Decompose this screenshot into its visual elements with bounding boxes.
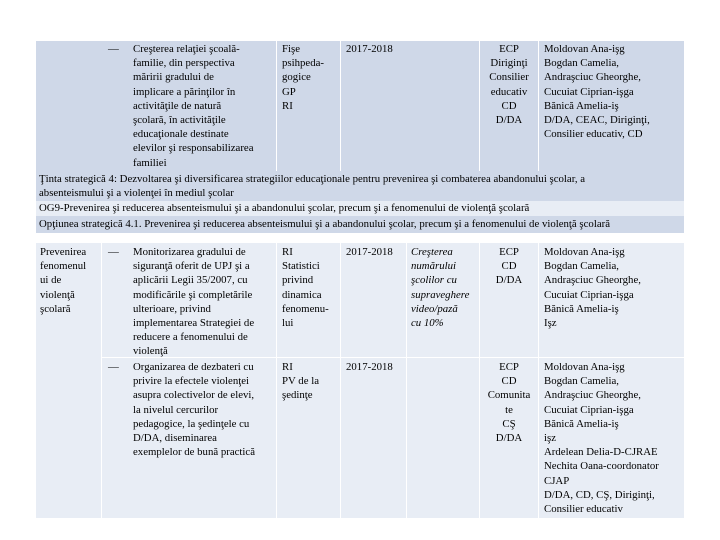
- row2-term: 2017-2018: [346, 246, 393, 258]
- row2-partners: ECP CD D/DA: [495, 246, 523, 287]
- row3-dash: —: [108, 361, 119, 373]
- row3-term: 2017-2018: [346, 361, 393, 373]
- og-line: OG9-Prevenirea şi reducerea absenteismului şi a abandonului şcolar, precum şi a fenomenului de violenţă şcolară: [39, 202, 530, 214]
- grid-line: [101, 243, 102, 518]
- row1-dash: —: [108, 43, 119, 55]
- grid-line: [406, 243, 407, 518]
- grid-line: [340, 41, 341, 171]
- row1-term: 2017-2018: [346, 43, 393, 55]
- row2-label: Prevenirea fenomenul ui de violenţă şcolară: [40, 246, 87, 315]
- strategic-target-line-1: Ţinta strategică 4: Dezvoltarea şi diversificarea strategiilor educaţionale pentru prevenirea şi combaterea abandonului şcolar, a: [39, 173, 586, 185]
- grid-line: [479, 41, 480, 171]
- grid-line: [538, 243, 539, 518]
- row2-dash: —: [108, 246, 119, 258]
- grid-line: [538, 41, 539, 171]
- row2-responsible: Moldovan Ana-işg Bogdan Camelia, Andraşciuc Gheorghe, Cucuiat Ciprian-işga Bănică Amelia-iş Işz: [544, 246, 641, 330]
- row1-partners: ECP Diriginţi Consilier educativ CD D/DA: [489, 43, 529, 127]
- grid-line: [340, 243, 341, 518]
- row2-activity: Monitorizarea gradului de siguranţă oferit de UPJ şi a aplicării Legii 35/2007, cu modificările şi completările ulterioare, privind implementarea Strategiei de reducere a fenomenului de violenţă: [133, 246, 255, 358]
- row3-partners: ECP CD Comunita te CŞ D/DA: [487, 361, 531, 445]
- strategic-option-line: Opţiunea strategică 4.1. Prevenirea şi reducerea absenteismului şi a abandonului şcolar, precum şi a fenomenului de violenţă şcolară: [39, 218, 610, 230]
- grid-line: [276, 243, 277, 518]
- row3-resources: RI PV de la şedinţe: [282, 361, 319, 402]
- row2-resources: RI Statistici privind dinamica fenomenu- lui: [282, 246, 329, 330]
- row1-resources: Fişe psihpeda- gogice GP RI: [282, 43, 324, 112]
- row3-responsible: Moldovan Ana-işg Bogdan Camelia, Andraşciuc Gheorghe, Cucuiat Ciprian-işga Bănică Amelia-iş işz Ardelean Delia-D-CJRAE Nechita Oana-coordonator CJAP D/DA, CD, CŞ, Diriginţi, Consilier educativ: [544, 361, 659, 516]
- grid-line: [276, 41, 277, 171]
- row1-activity: Creşterea relaţiei şcoală- familie, din perspectiva măririi gradului de implicare a părinţilor în activităţile de natură şcolară, în activităţile educaţionale destinate elevilor şi responsabilizarea familiei: [133, 43, 254, 169]
- strategic-target-line-2: absenteismului şi a violenţei în mediul şcolar: [39, 187, 234, 199]
- row1-responsible: Moldovan Ana-işg Bogdan Camelia, Andraşciuc Gheorghe, Cucuiat Ciprian-işga Bănică Amelia-iş D/DA, CEAC, Diriginţi, Consilier educativ, CD: [544, 43, 650, 141]
- row2-indicator: Creşterea numărului şcolilor cu supraveghere video/pază cu 10%: [411, 246, 470, 330]
- row3-activity: Organizarea de dezbateri cu privire la efectele violenţei asupra colectivelor de elevi, la nivelul cercurilor pedagogice, la şedinţele cu D/DA, diseminarea exemplelor de bună practică: [133, 361, 256, 459]
- grid-line: [479, 243, 480, 518]
